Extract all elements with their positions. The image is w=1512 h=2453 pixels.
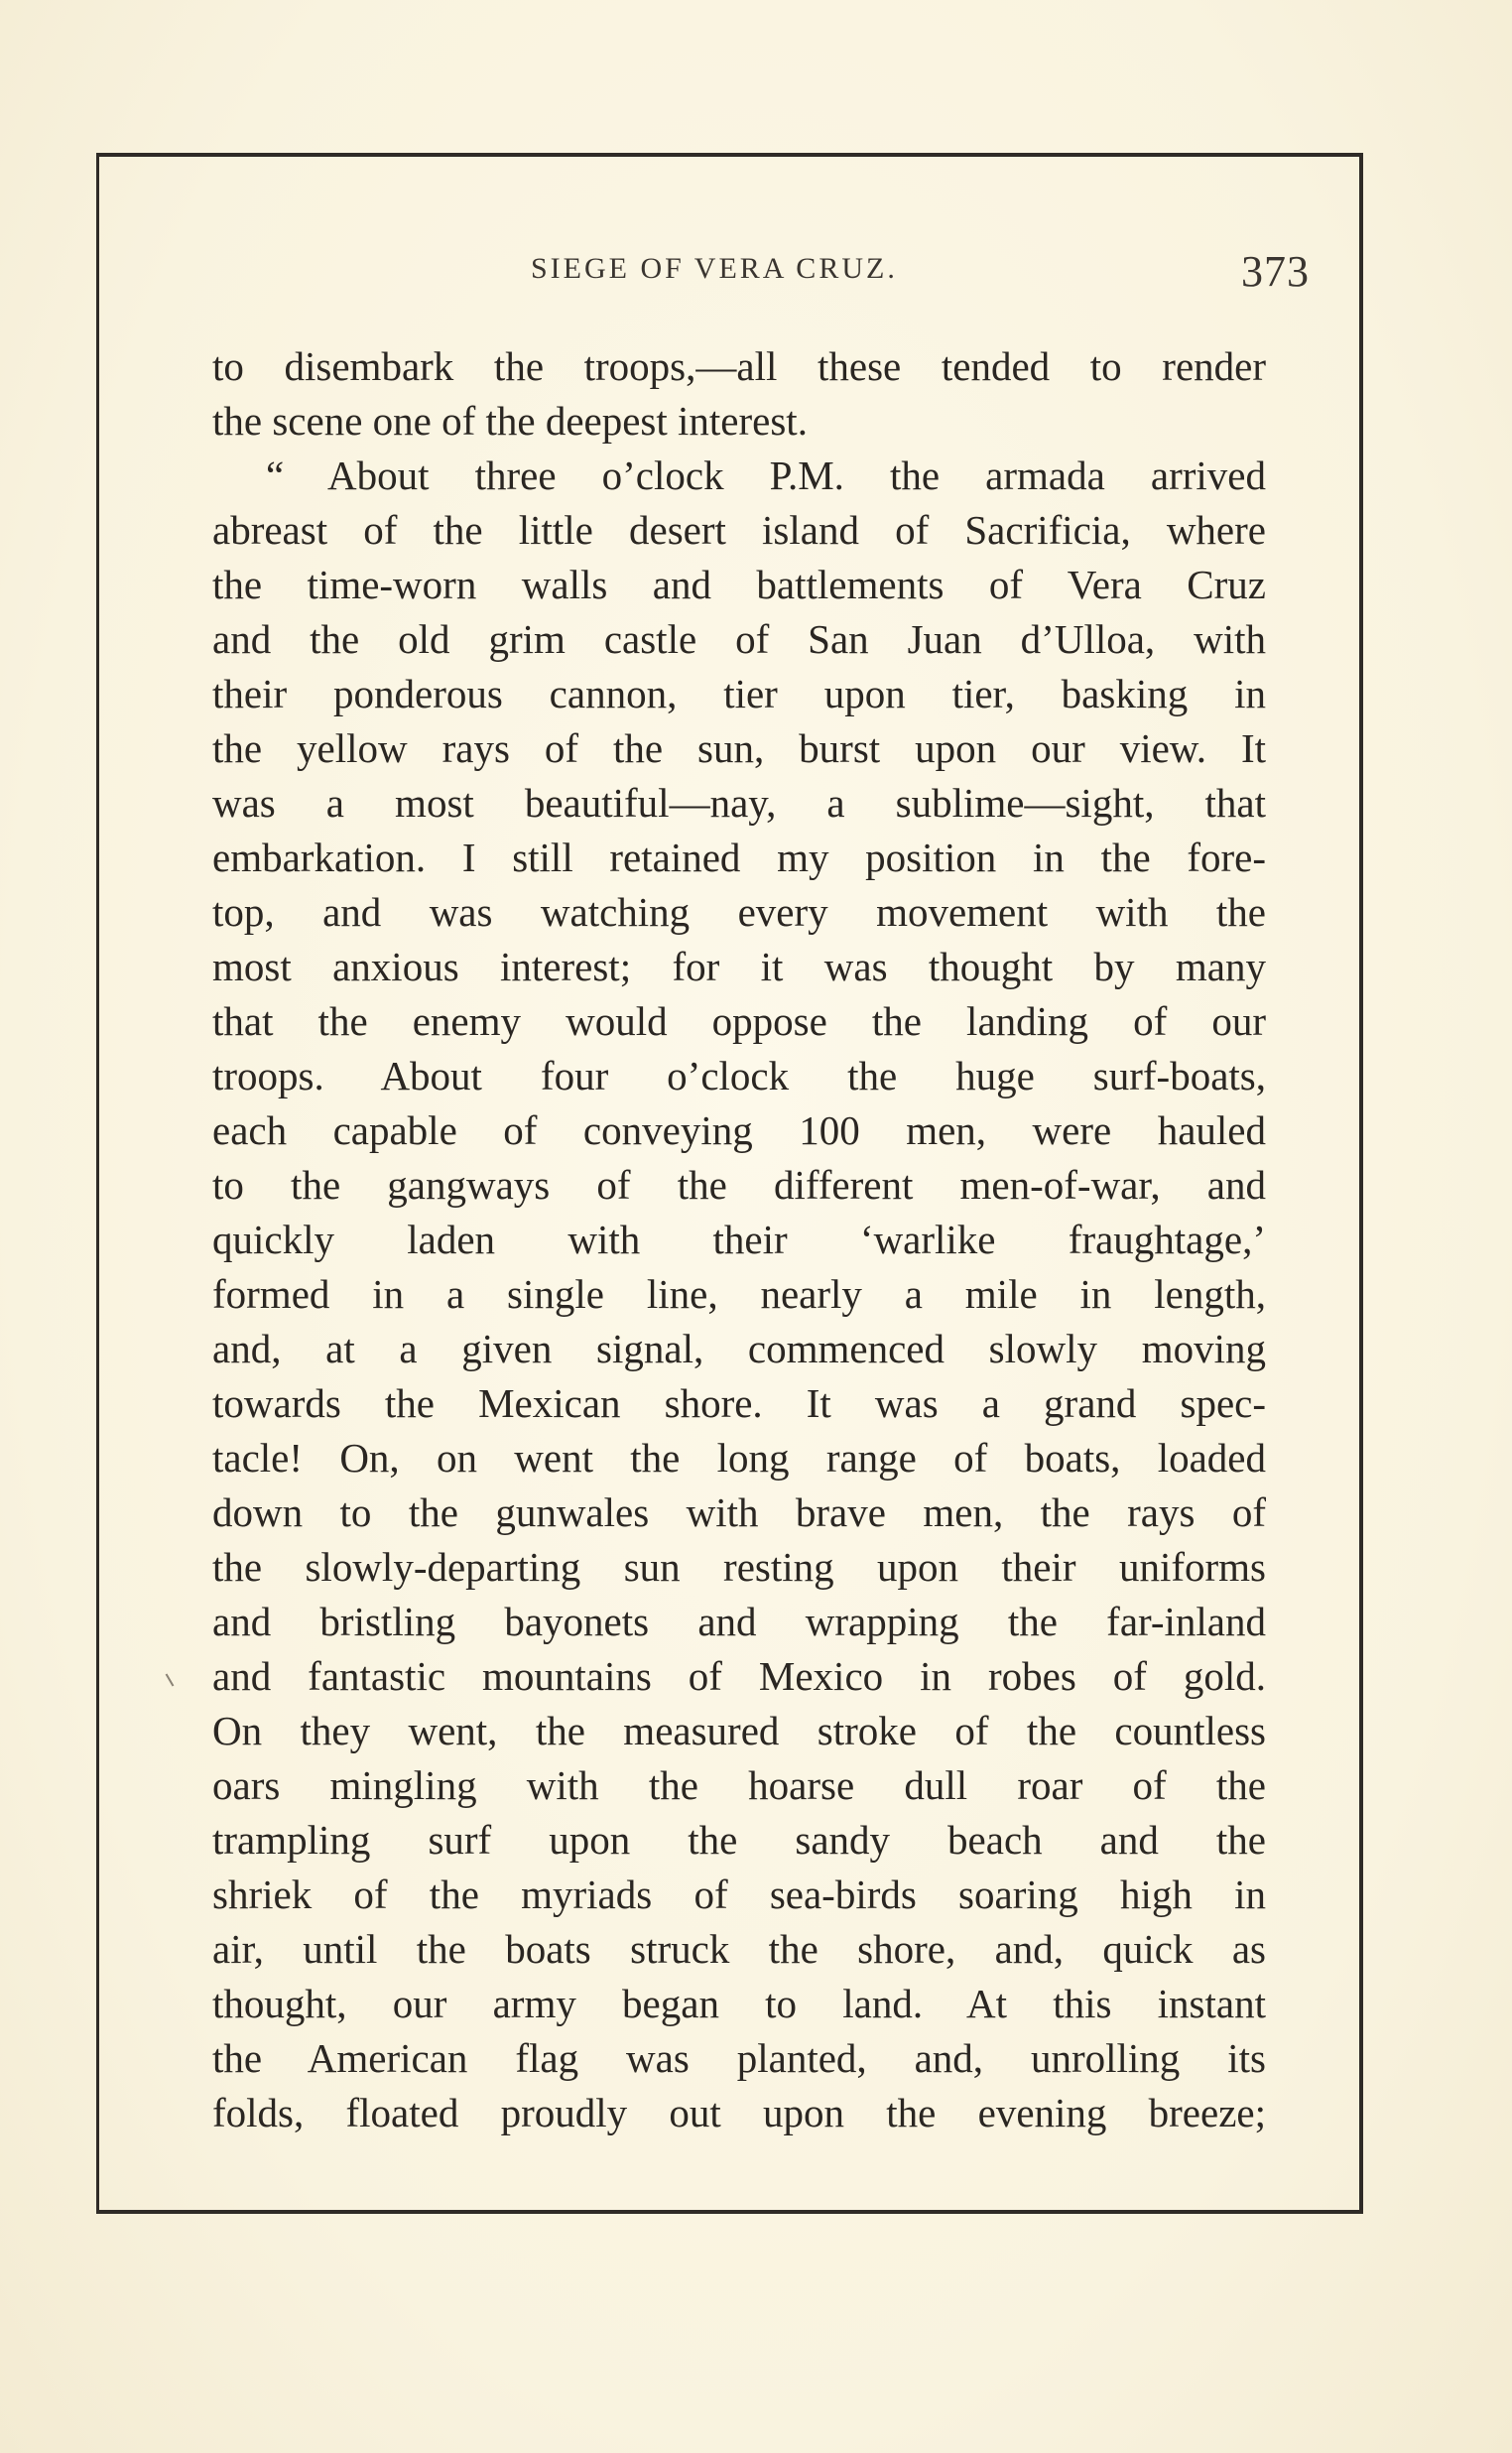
text-line: quickly laden with their ‘warlike fraughtage,’ bbox=[212, 1217, 1266, 1262]
body-text bbox=[212, 339, 1266, 2140]
text-line: abreast of the little desert island of Sacrificia, where bbox=[212, 507, 1266, 553]
running-title: SIEGE OF VERA CRUZ. bbox=[531, 252, 898, 285]
text-line: the scene one of the deepest interest. bbox=[212, 398, 808, 444]
page-number: 373 bbox=[1241, 247, 1310, 296]
text-line: and bristling bayonets and wrapping the far-inland bbox=[212, 1599, 1266, 1644]
text-line: trampling surf upon the sandy beach and the bbox=[212, 1817, 1266, 1863]
text-line: folds, floated proudly out upon the evening breeze; bbox=[212, 2090, 1266, 2135]
text-line: troops. About four o’clock the huge surf-boats, bbox=[212, 1053, 1266, 1098]
text-line: to disembark the troops,—all these tended to render bbox=[212, 343, 1266, 389]
text-line: and, at a given signal, commenced slowly moving bbox=[212, 1326, 1266, 1371]
text-line: oars mingling with the hoarse dull roar of the bbox=[212, 1762, 1266, 1808]
text-line: the American flag was planted, and, unrolling its bbox=[212, 2035, 1266, 2081]
text-line: the time-worn walls and battlements of Vera Cruz bbox=[212, 562, 1266, 607]
text-line: most anxious interest; for it was thought by many bbox=[212, 944, 1266, 989]
text-line: and the old grim castle of San Juan d’Ulloa, with bbox=[212, 616, 1266, 662]
text-line: their ponderous cannon, tier upon tier, basking in bbox=[212, 671, 1266, 716]
text-line: formed in a single line, nearly a mile in length, bbox=[212, 1271, 1266, 1317]
text-line: On they went, the measured stroke of the countless bbox=[212, 1708, 1266, 1753]
text-line: tacle! On, on went the long range of boats, loaded bbox=[212, 1435, 1266, 1481]
text-line: embarkation. I still retained my position in the fore- bbox=[212, 835, 1266, 880]
text-line: each capable of conveying 100 men, were hauled bbox=[212, 1107, 1266, 1153]
text-line: thought, our army began to land. At this instant bbox=[212, 1981, 1266, 2026]
running-head bbox=[213, 246, 1310, 306]
text-line: “ About three o’clock P.M. the armada arrived bbox=[266, 452, 1266, 498]
text-line: shriek of the myriads of sea-birds soaring high in bbox=[212, 1872, 1266, 1917]
text-line: air, until the boats struck the shore, and, quick as bbox=[212, 1926, 1266, 1972]
text-line: down to the gunwales with brave men, the rays of bbox=[212, 1489, 1266, 1535]
text-line: and fantastic mountains of Mexico in robes of gold. bbox=[212, 1653, 1266, 1699]
text-line: that the enemy would oppose the landing of our bbox=[212, 998, 1266, 1044]
text-line: top, and was watching every movement with the bbox=[212, 889, 1266, 935]
text-line: towards the Mexican shore. It was a grand spec- bbox=[212, 1380, 1266, 1426]
text-line: the slowly-departing sun resting upon their uniforms bbox=[212, 1544, 1266, 1590]
text-line: the yellow rays of the sun, burst upon our view. It bbox=[212, 725, 1266, 771]
text-line: was a most beautiful—nay, a sublime—sight, that bbox=[212, 780, 1266, 826]
text-line: to the gangways of the different men-of-war, and bbox=[212, 1162, 1266, 1208]
